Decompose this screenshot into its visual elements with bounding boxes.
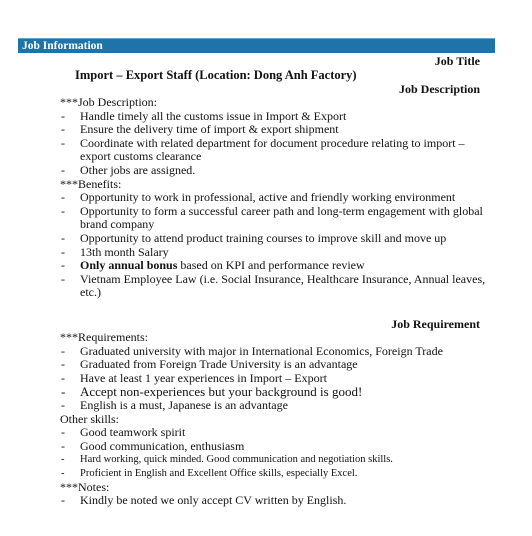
description-heading: ***Job Description: bbox=[60, 95, 157, 109]
notes-list bbox=[60, 494, 490, 508]
requirements-list bbox=[60, 345, 490, 413]
list-item: - Other jobs are assigned. bbox=[60, 164, 490, 178]
list-item: - Good teamwork spirit bbox=[60, 426, 490, 440]
bonus-rest-text: based on KPI and performance review bbox=[177, 258, 365, 273]
job-description-label: Job Description bbox=[399, 82, 480, 96]
list-item bbox=[60, 259, 490, 273]
requirements-heading: ***Requirements: bbox=[60, 330, 148, 344]
list-item: - English is a must, Japanese is an advantage bbox=[60, 399, 490, 413]
list-item: - Coordinate with related department for document procedure relating to import – export customs clearance bbox=[60, 137, 490, 164]
job-description-block bbox=[60, 96, 490, 300]
list-item: - Accept non-experiences but your background is good! bbox=[60, 385, 490, 399]
job-requirement-label: Job Requirement bbox=[391, 317, 480, 331]
list-item: - Vietnam Employee Law (i.e. Social Insurance, Healthcare Insurance, Annual leaves, etc.) bbox=[60, 273, 490, 300]
job-title: Import – Export Staff (Location: Dong Anh Factory) bbox=[75, 68, 357, 82]
other-skills-heading: Other skills: bbox=[60, 411, 119, 426]
list-item: - Have at least 1 year experiences in Import – Export bbox=[60, 372, 490, 386]
list-item: - Opportunity to attend product training courses to improve skill and move up bbox=[60, 232, 490, 246]
job-requirement-block bbox=[60, 331, 490, 508]
list-item: - Hard working, quick minded. Good communication and negotiation skills. bbox=[60, 453, 490, 467]
bonus-bold-text: Only annual bonus bbox=[80, 258, 178, 273]
list-item: - Handle timely all the customs issue in Import & Export bbox=[60, 110, 490, 124]
section-header-title: Job Information bbox=[22, 40, 103, 52]
list-item: - Ensure the delivery time of import & export shipment bbox=[60, 123, 490, 137]
job-title-label: Job Title bbox=[434, 54, 480, 68]
list-item: - Proficient in English and Excellent Office skills, especially Excel. bbox=[60, 467, 490, 481]
benefits-list bbox=[60, 191, 490, 300]
list-item: - 13th month Salary bbox=[60, 246, 490, 260]
list-item: - Opportunity to work in professional, active and friendly working environment bbox=[60, 191, 490, 205]
description-list bbox=[60, 110, 490, 178]
skills-list bbox=[60, 426, 490, 480]
benefits-heading: ***Benefits: bbox=[60, 176, 122, 191]
list-item: - Kindly be noted we only accept CV written by English. bbox=[60, 494, 490, 508]
list-item: - Graduated from Foreign Trade University is an advantage bbox=[60, 358, 490, 372]
list-item: - Graduated university with major in International Economics, Foreign Trade bbox=[60, 345, 490, 359]
notes-heading: ***Notes: bbox=[60, 479, 110, 494]
section-header-bar bbox=[18, 38, 495, 53]
list-item: - Opportunity to form a successful career path and long-term engagement with global brand company bbox=[60, 205, 490, 232]
list-item: - Good communication, enthusiasm bbox=[60, 440, 490, 454]
